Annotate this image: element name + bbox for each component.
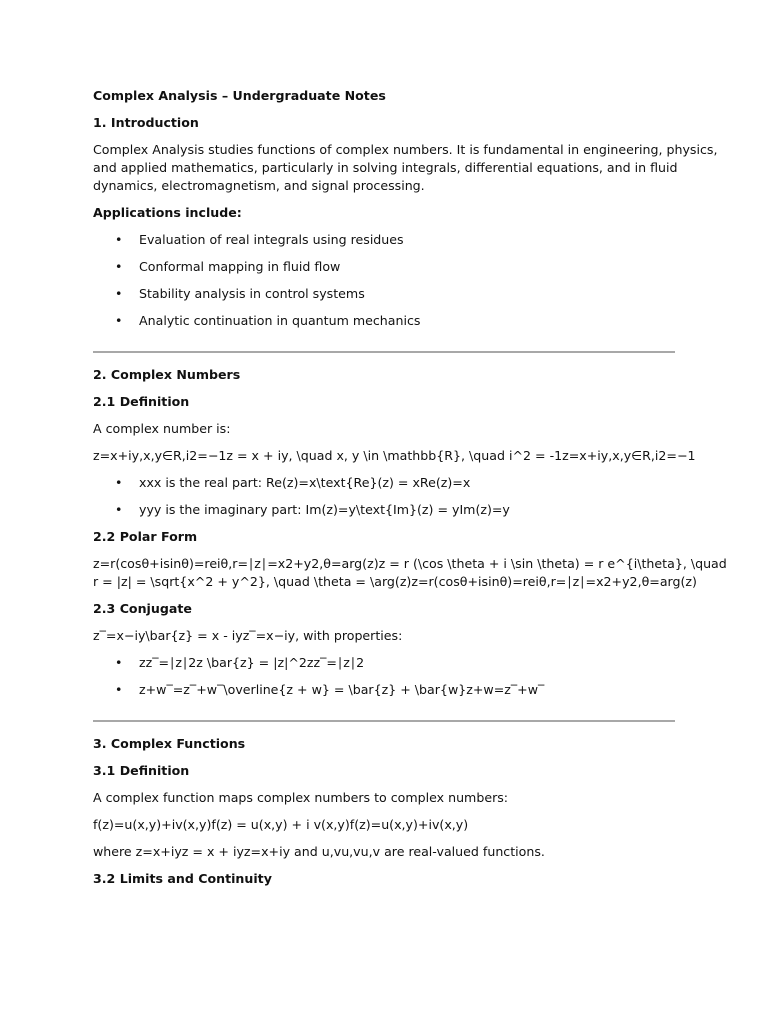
applications-list: [93, 231, 675, 330]
section-heading-complex-numbers: 2. Complex Numbers: [93, 367, 241, 382]
list-item-text: Stability analysis in control systems: [139, 286, 365, 301]
definition-formula: z=x+iy,x,y∈R,i2=−1z = x + iy, \quad x, y \in \mathbb{R}, \quad i^2 = -1z=x+iy,x,y∈R,i2=−1: [93, 448, 696, 463]
section-heading-introduction: 1. Introduction: [93, 115, 199, 130]
polar-formula: [93, 555, 727, 591]
list-item: [93, 258, 675, 276]
list-item: [93, 501, 675, 519]
parts-list: [93, 474, 675, 519]
subheading-function-definition: 3.1 Definition: [93, 763, 190, 778]
bullet-icon: •: [115, 682, 123, 697]
polar-formula-line: r = |z| = \sqrt{x^2 + y^2}, \quad \theta = \arg(z)z=r(cosθ+isinθ)=reiθ,r=∣z∣=x2+y2,θ=arg(z): [93, 574, 697, 589]
list-item-text: yyy is the imaginary part: Im(z)=y\text{Im}(z) = yIm(z)=y: [139, 502, 510, 517]
list-item: [93, 231, 675, 249]
subheading-polar-form: 2.2 Polar Form: [93, 529, 198, 544]
function-formula: f(z)=u(x,y)+iv(x,y)f(z) = u(x,y) + i v(x,y)f(z)=u(x,y)+iv(x,y): [93, 817, 469, 832]
conjugate-text: z‾=x−iy\bar{z} = x - iyz‾=x−iy, with properties:: [93, 628, 403, 643]
list-item-text: xxx is the real part: Re(z)=x\text{Re}(z) = xRe(z)=x: [139, 475, 471, 490]
section-divider: [93, 351, 675, 353]
intro-line: and applied mathematics, particularly in solving integrals, differential equations, and in fluid: [93, 160, 678, 175]
section-divider: [93, 720, 675, 722]
conjugate-properties-list: [93, 654, 675, 699]
list-item: [93, 474, 675, 492]
subheading-limits-continuity: 3.2 Limits and Continuity: [93, 871, 272, 886]
function-where-text: where z=x+iyz = x + iyz=x+iy and u,vu,vu,v are real-valued functions.: [93, 844, 545, 859]
list-item: [93, 312, 675, 330]
bullet-icon: •: [115, 502, 123, 517]
intro-paragraph: [93, 141, 718, 195]
list-item-text: Evaluation of real integrals using residues: [139, 232, 404, 247]
definition-text: A complex number is:: [93, 421, 231, 436]
intro-line: Complex Analysis studies functions of complex numbers. It is fundamental in engineering, physics,: [93, 142, 718, 157]
list-item: [93, 681, 675, 699]
list-item-text: z+w‾=z‾+w‾\overline{z + w} = \bar{z} + \bar{w}z+w=z‾+w‾: [139, 682, 545, 697]
intro-line: dynamics, electromagnetism, and signal processing.: [93, 178, 425, 193]
list-item: [93, 285, 675, 303]
polar-formula-line: z=r(cos⁡θ+isin⁡θ)=reiθ,r=∣z∣=x2+y2,θ=arg⁡(z)z = r (\cos \theta + i \sin \theta) = r e^{i\theta}, \quad: [93, 556, 727, 571]
document-page: [93, 84, 727, 888]
list-item: [93, 654, 675, 672]
bullet-icon: •: [115, 313, 123, 328]
section-heading-complex-functions: 3. Complex Functions: [93, 736, 246, 751]
bullet-icon: •: [115, 475, 123, 490]
list-item-text: Conformal mapping in fluid flow: [139, 259, 341, 274]
list-item-text: zz‾=∣z∣2z \bar{z} = |z|^2zz‾=∣z∣2: [139, 655, 365, 670]
bullet-icon: •: [115, 655, 123, 670]
list-item-text: Analytic continuation in quantum mechanics: [139, 313, 421, 328]
function-definition-text: A complex function maps complex numbers to complex numbers:: [93, 790, 509, 805]
bullet-icon: •: [115, 232, 123, 247]
bullet-icon: •: [115, 286, 123, 301]
document-title: Complex Analysis – Undergraduate Notes: [93, 88, 386, 103]
applications-heading: Applications include:: [93, 205, 242, 220]
subheading-definition: 2.1 Definition: [93, 394, 190, 409]
bullet-icon: •: [115, 259, 123, 274]
subheading-conjugate: 2.3 Conjugate: [93, 601, 192, 616]
